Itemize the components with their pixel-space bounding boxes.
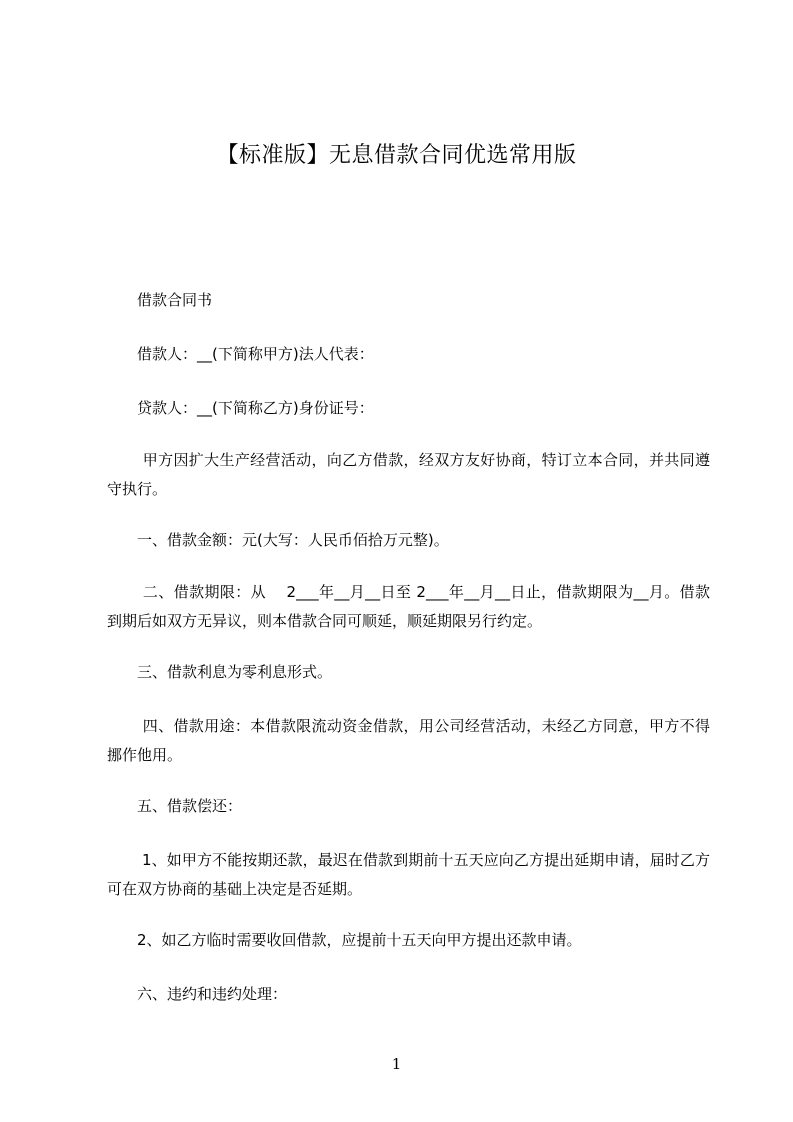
paragraph-clause-5-1: 1、如甲方不能按期还款，最迟在借款到期前十五天应向乙方提出延期申请，届时乙方可在双方协商的基础上决定是否延期。 [107,851,710,898]
paragraph-borrower: 借款人：__(下简称甲方)法人代表： [107,345,374,363]
paragraph-clause-6: 六、违约和违约处理： [107,985,288,1003]
paragraph-purpose-intro: 甲方因扩大生产经营活动，向乙方借款，经双方友好协商，特订立本合同，并共同遵守执行。 [107,451,710,498]
paragraph-clause-5: 五、借款偿还： [107,797,243,815]
paragraph-heading: 借款合同书 [107,291,213,309]
paragraph-clause-1: 一、借款金额：元(大写：人民币佰拾万元整)。 [107,531,449,549]
paragraph-clause-2: 二、借款期限：从 2___年__月__日至 2___年__月__日止，借款期限为__月。借款到期后如双方无异议，则本借款合同可顺延，顺延期限另行约定。 [107,583,710,630]
paragraph-lender: 贷款人：__(下简称乙方)身份证号： [107,399,374,417]
paragraph-clause-5-2: 2、如乙方临时需要收回借款，应提前十五天向甲方提出还款申请。 [107,931,582,949]
paragraph-clause-3: 三、借款利息为零利息形式。 [107,663,333,681]
page-number: 1 [391,1055,402,1073]
paragraph-clause-4: 四、借款用途：本借款限流动资金借款，用公司经营活动，未经乙方同意，甲方不得挪作他用。 [107,717,710,764]
document-title: 【标准版】无息借款合同优选常用版 [216,143,577,168]
